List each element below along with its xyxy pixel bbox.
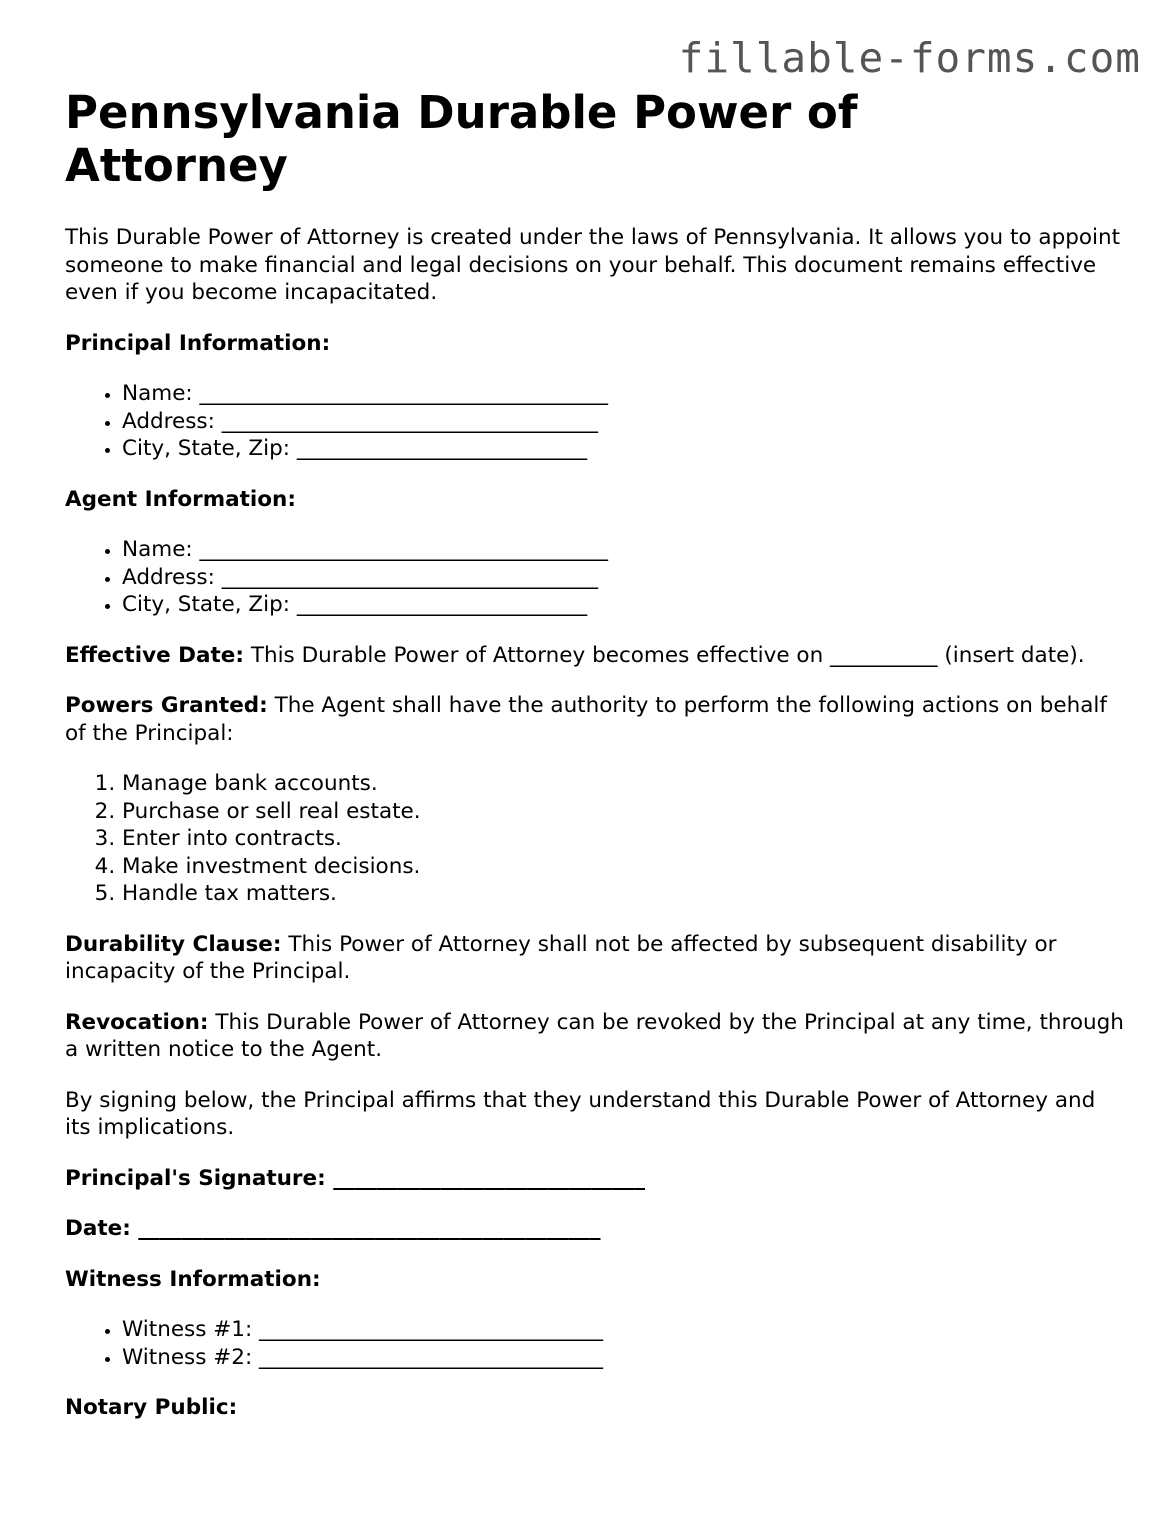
witness-1-field: • Witness #1: ________________________________: [122, 1316, 1125, 1344]
date-blank: ___________________________________________: [130, 1216, 601, 1241]
principal-fields-list: [65, 380, 1125, 463]
power-item: 3. Enter into contracts.: [122, 825, 1125, 853]
principal-city-state-zip-field: • City, State, Zip: ___________________________: [122, 435, 1125, 463]
agent-city-state-zip-field: • City, State, Zip: ___________________________: [122, 591, 1125, 619]
power-item: 2. Purchase or sell real estate.: [122, 798, 1125, 826]
document-title: Pennsylvania Durable Power of Attorney: [65, 86, 858, 192]
powers-granted-label: Powers Granted:: [65, 693, 268, 718]
revocation-label: Revocation:: [65, 1009, 209, 1035]
notary-public-heading: Notary Public:: [65, 1395, 238, 1420]
principal-name-field: • Name: ______________________________________: [122, 380, 1125, 408]
witness-2-field: • Witness #2: ________________________________: [122, 1344, 1125, 1372]
effective-date-text: This Durable Power of Attorney becomes effective on __________ (insert date).: [243, 642, 1085, 668]
witness-fields-list: [65, 1316, 1125, 1371]
principal-address-field: • Address: ___________________________________: [122, 408, 1125, 436]
effective-date-paragraph: [65, 642, 1125, 670]
agent-information-heading: Agent Information:: [65, 486, 296, 512]
powers-granted-paragraph: [65, 692, 1125, 747]
watermark: fillable-forms.com: [678, 34, 1141, 82]
powers-list: [65, 770, 1125, 908]
witness-information-heading: Witness Information:: [65, 1266, 321, 1292]
effective-date-label: Effective Date:: [65, 642, 244, 668]
revocation-text: This Durable Power of Attorney can be revoked by the Principal at any time, through a written notice to the Agent.: [65, 1009, 1124, 1062]
date-label: Date:: [65, 1216, 131, 1241]
revocation-paragraph: [65, 1009, 1125, 1064]
durability-clause-text: This Power of Attorney shall not be affected by subsequent disability or incapacity of the Principal.: [65, 931, 1057, 984]
power-item: 5. Handle tax matters.: [122, 880, 1125, 908]
agent-name-field: • Name: ______________________________________: [122, 536, 1125, 564]
principal-signature-blank: _____________________________: [325, 1165, 645, 1191]
principal-information-heading: Principal Information:: [65, 330, 331, 356]
durability-clause-label: Durability Clause:: [65, 931, 282, 957]
power-item: 4. Make investment decisions.: [122, 853, 1125, 881]
powers-granted-text: The Agent shall have the authority to perform the following actions on behalf of the Principal:: [65, 693, 1107, 746]
durability-clause-paragraph: [65, 931, 1125, 986]
intro-paragraph: This Durable Power of Attorney is created under the laws of Pennsylvania. It allows you to appoint someone to make financial and legal decisions on your behalf. This document remains effective even if you become incapacitated.: [65, 225, 1121, 305]
principal-signature-label: Principal's Signature:: [65, 1165, 326, 1191]
date-line: [65, 1215, 1125, 1243]
agent-address-field: • Address: ___________________________________: [122, 564, 1125, 592]
affirmation-paragraph: By signing below, the Principal affirms that they understand this Durable Power of Attorney and its implications.: [65, 1087, 1096, 1140]
agent-fields-list: [65, 536, 1125, 619]
principal-signature-line: [65, 1165, 1125, 1193]
document-body: [65, 86, 1125, 1445]
power-item: 1. Manage bank accounts.: [122, 770, 1125, 798]
